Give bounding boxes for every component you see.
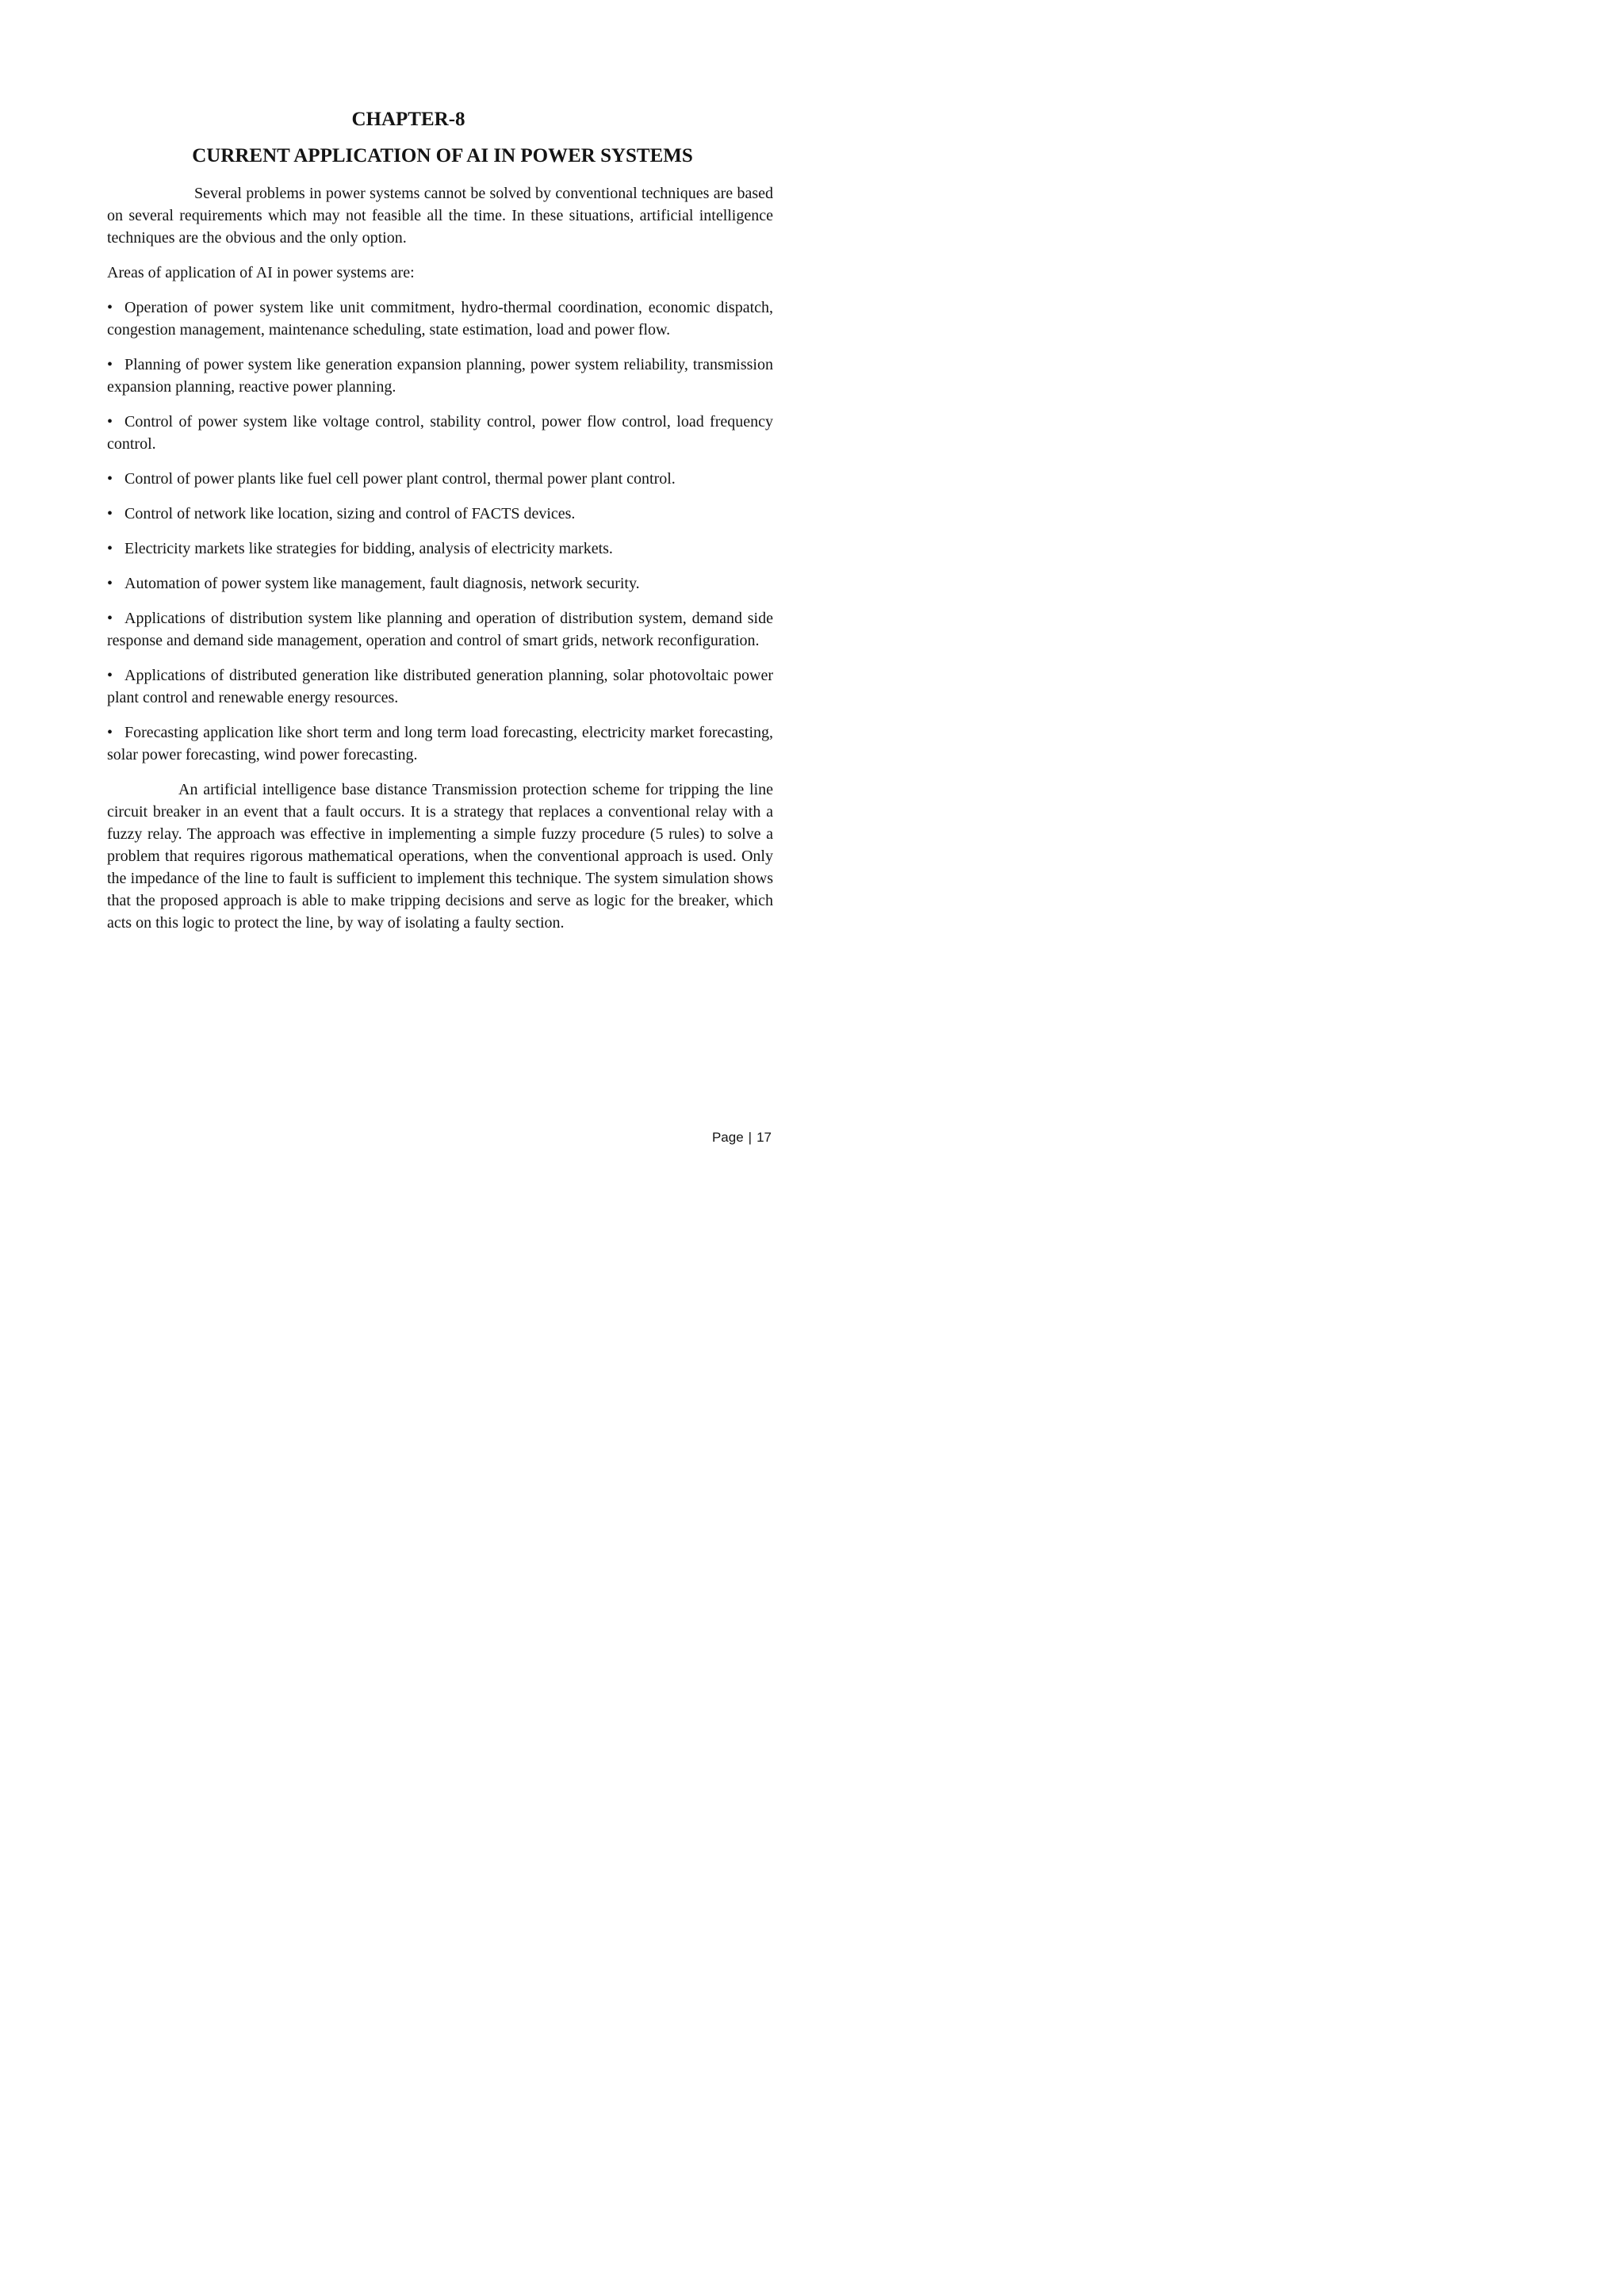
bullet-item — [107, 503, 773, 525]
bullet-text: Planning of power system like generation expansion planning, power system reliability, transmission expansion planning, reactive power planning. — [107, 356, 773, 396]
bullet-text: Operation of power system like unit commitment, hydro-thermal coordination, economic dispatch, congestion management, maintenance scheduling, state estimation, load and power flow. — [107, 299, 773, 339]
bullet-item — [107, 607, 773, 652]
bullet-text: Control of power system like voltage control, stability control, power flow control, load frequency control. — [107, 413, 773, 453]
bullet-item — [107, 411, 773, 455]
page-separator: | — [748, 1130, 753, 1145]
page-number: 17 — [756, 1130, 772, 1145]
bullet-item — [107, 664, 773, 709]
page-title: CURRENT APPLICATION OF AI IN POWER SYSTEMS — [192, 145, 693, 166]
bullet-text: Electricity markets like strategies for bidding, analysis of electricity markets. — [124, 540, 613, 557]
bullet-item — [107, 721, 773, 766]
document-page — [0, 0, 872, 1233]
bullet-text: Applications of distributed generation like distributed generation planning, solar photovoltaic power plant control and renewable energy resources. — [107, 667, 773, 706]
bullet-marker: • — [107, 470, 113, 488]
bullet-marker: • — [107, 540, 113, 557]
bullet-text: Automation of power system like management, fault diagnosis, network security. — [124, 575, 640, 592]
bullet-text: Control of network like location, sizing and control of FACTS devices. — [124, 505, 576, 522]
areas-heading: Areas of application of AI in power systems are: — [107, 264, 415, 281]
bullet-marker: • — [107, 505, 113, 522]
bullet-marker: • — [107, 724, 113, 741]
bullet-marker: • — [107, 299, 113, 316]
chapter-heading: CHAPTER-8 — [351, 109, 465, 130]
page-label: Page — [711, 1130, 744, 1145]
bullet-item — [107, 572, 773, 595]
intro-paragraph: Several problems in power systems cannot be solved by conventional techniques are based on several requirements which may not feasible all the time. In these situations, artificial intelligence techniques are the obvious and the only option. — [107, 185, 773, 247]
bullet-text: Applications of distribution system like planning and operation of distribution system, demand side response and demand side management, operation and control of smart grids, network reconfiguration. — [107, 610, 773, 649]
bullet-item — [107, 538, 773, 560]
body-text — [107, 182, 773, 934]
bullet-text: Control of power plants like fuel cell power plant control, thermal power plant control. — [124, 470, 676, 488]
closing-paragraph: An artificial intelligence base distance Transmission protection scheme for tripping the line circuit breaker in an event that a fault occurs. It is a strategy that replaces a conventional relay with a fuzzy relay. The approach was effective in implementing a simple fuzzy procedure (5 rules) to solve a problem that requires rigorous mathematical operations, when the conventional approach is used. Only the impedance of the line to fault is sufficient to implement this technique. The system simulation shows that the proposed approach is able to make tripping decisions and serve as logic for the breaker, which acts on this logic to protect the line, by way of isolating a faulty section. — [107, 781, 773, 932]
bullet-marker: • — [107, 356, 113, 373]
bullet-marker: • — [107, 667, 113, 684]
bullet-marker: • — [107, 413, 113, 430]
bullet-marker: • — [107, 575, 113, 592]
bullet-item — [107, 468, 773, 490]
bullet-item — [107, 297, 773, 341]
page-footer — [712, 1129, 772, 1146]
bullet-marker: • — [107, 610, 113, 627]
bullet-item — [107, 354, 773, 398]
bullet-text: Forecasting application like short term and long term load forecasting, electricity market forecasting, solar power forecasting, wind power forecasting. — [107, 724, 773, 763]
